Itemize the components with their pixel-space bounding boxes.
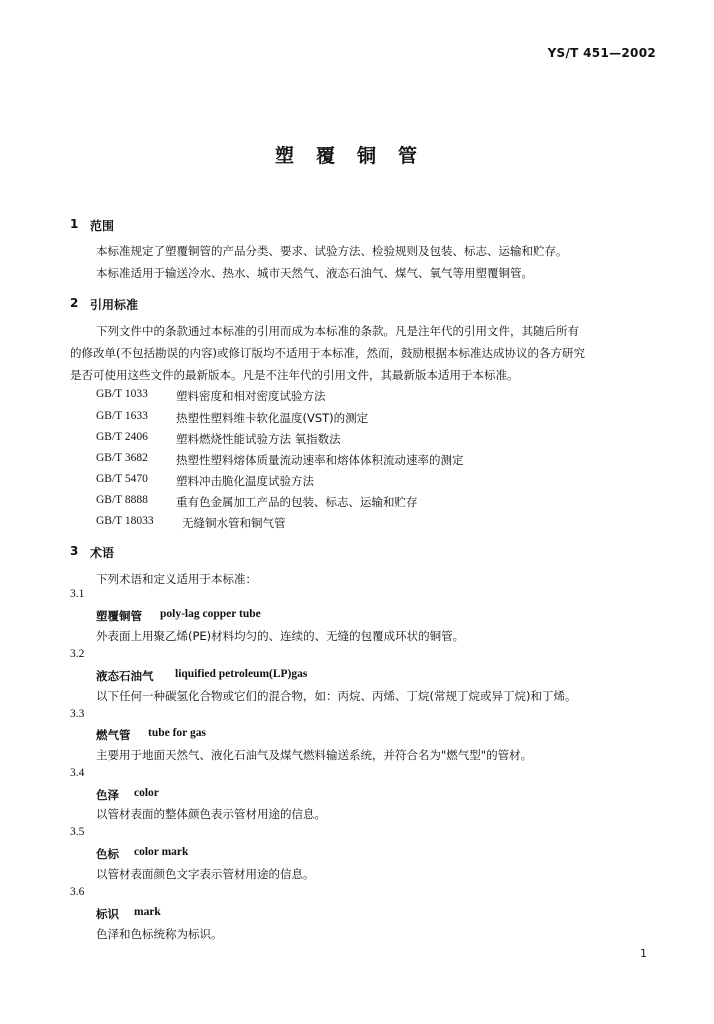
term-en: color bbox=[134, 787, 159, 799]
term-en: color mark bbox=[134, 846, 189, 858]
term-definition: 主要用于地面天然气、液化石油气及煤气燃料输送系统，并符合名为"燃气型"的管材。 bbox=[96, 748, 533, 762]
term-definition: 以下任何一种碳氢化合物或它们的混合物，如：丙烷、丙烯、丁烷(常规丁烷或异丁烷)和丁烯。 bbox=[96, 689, 577, 703]
term-number: 3.3 bbox=[70, 708, 85, 720]
term-definition: 外表面上用聚乙烯(PE)材料均匀的、连续的、无缝的包覆成环状的铜管。 bbox=[96, 629, 465, 643]
term-definition: 以管材表面的整体颜色表示管材用途的信息。 bbox=[96, 807, 326, 821]
term-cn: 标识 bbox=[96, 907, 119, 921]
section-2-heading: 引用标准 bbox=[90, 298, 139, 312]
term-en: mark bbox=[134, 906, 161, 918]
section-1-heading: 范围 bbox=[90, 219, 115, 233]
term-cn: 液态石油气 bbox=[96, 669, 154, 683]
section-1-number: 1 bbox=[70, 217, 79, 231]
ref-name: 塑料燃烧性能试验方法 氧指数法 bbox=[176, 432, 341, 446]
term-number: 3.4 bbox=[70, 767, 85, 779]
ref-code: GB/T 1633 bbox=[96, 410, 148, 422]
term-en: poly-lag copper tube bbox=[160, 608, 261, 620]
ref-code: GB/T 3682 bbox=[96, 452, 148, 464]
ref-name: 热塑性塑料熔体质量流动速率和熔体体积流动速率的测定 bbox=[176, 453, 464, 467]
term-cn: 色标 bbox=[96, 847, 119, 861]
refs-intro-line-2: 的修改单(不包括勘误的内容)或修订版均不适用于本标准，然而，鼓励根据本标准达成协议的各方研究 bbox=[70, 346, 585, 360]
term-number: 3.5 bbox=[70, 826, 85, 838]
term-cn: 燃气管 bbox=[96, 728, 131, 742]
term-cn: 色泽 bbox=[96, 788, 119, 802]
ref-code: GB/T 1033 bbox=[96, 388, 148, 400]
ref-code: GB/T 2406 bbox=[96, 431, 148, 443]
term-cn: 塑覆铜管 bbox=[96, 609, 142, 623]
ref-code: GB/T 8888 bbox=[96, 494, 148, 506]
terms-intro: 下列术语和定义适用于本标准： bbox=[96, 572, 257, 586]
ref-name: 塑料密度和相对密度试验方法 bbox=[176, 389, 326, 403]
ref-name: 热塑性塑料维卡软化温度(VST)的测定 bbox=[176, 411, 369, 425]
term-definition: 以管材表面颜色文字表示管材用途的信息。 bbox=[96, 867, 315, 881]
section-2-number: 2 bbox=[70, 296, 79, 310]
section-3-heading: 术语 bbox=[90, 546, 115, 560]
standard-number: YS/T 451—2002 bbox=[547, 46, 656, 60]
term-en: tube for gas bbox=[148, 727, 206, 739]
section-3-number: 3 bbox=[70, 544, 79, 558]
page-number: 1 bbox=[640, 947, 647, 960]
ref-name: 无缝铜水管和铜气管 bbox=[182, 516, 286, 530]
scope-paragraph-1: 本标准规定了塑覆铜管的产品分类、要求、试验方法、检验规则及包装、标志、运输和贮存。 bbox=[96, 244, 568, 258]
term-number: 3.1 bbox=[70, 588, 85, 600]
page-title: 塑覆铜管 bbox=[274, 145, 439, 167]
term-number: 3.6 bbox=[70, 886, 85, 898]
ref-name: 塑料冲击脆化温度试验方法 bbox=[176, 474, 314, 488]
ref-code: GB/T 18033 bbox=[96, 515, 154, 527]
ref-name: 重有色金属加工产品的包装、标志、运输和贮存 bbox=[176, 495, 418, 509]
ref-code: GB/T 5470 bbox=[96, 473, 148, 485]
term-en: liquified petroleum(LP)gas bbox=[175, 668, 308, 680]
refs-intro-line-3: 是否可使用这些文件的最新版本。凡是不注年代的引用文件，其最新版本适用于本标准。 bbox=[70, 368, 519, 382]
scope-paragraph-2: 本标准适用于输送冷水、热水、城市天然气、液态石油气、煤气、氧气等用塑覆铜管。 bbox=[96, 266, 533, 280]
refs-intro-line-1: 下列文件中的条款通过本标准的引用而成为本标准的条款。凡是注年代的引用文件，其随后所有 bbox=[96, 324, 579, 338]
term-number: 3.2 bbox=[70, 648, 85, 660]
term-definition: 色泽和色标统称为标识。 bbox=[96, 927, 223, 941]
